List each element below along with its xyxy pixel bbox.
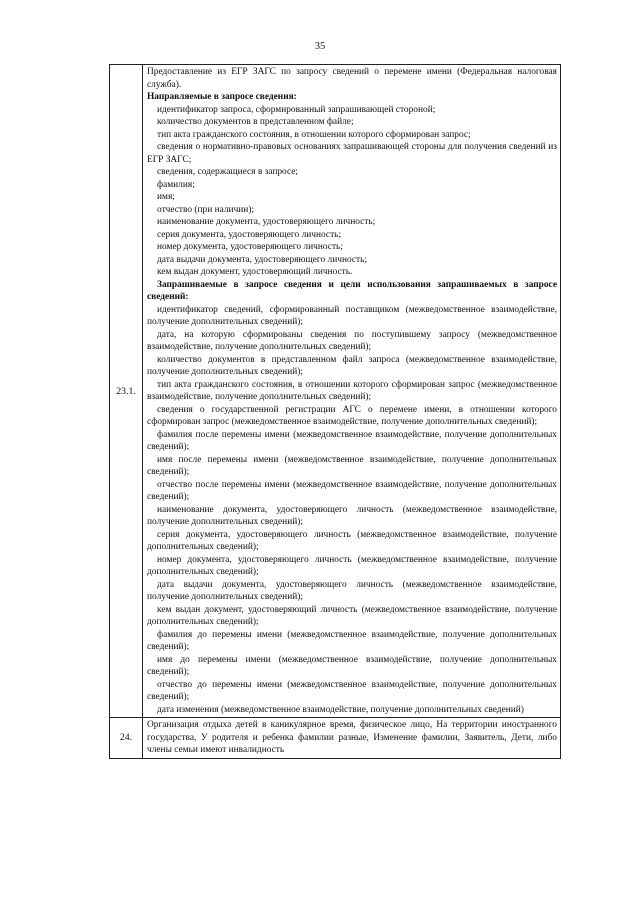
paragraph: кем выдан документ, удостоверяющий личность. (157, 267, 353, 277)
document-table (109, 64, 561, 759)
paragraph: номер документа, удостоверяющего личность; (157, 242, 343, 252)
paragraph: серия документа, удостоверяющего личность (межведомственное взаимодействие, получение дополнительных сведений); (147, 529, 557, 552)
paragraph: отчество до перемены имени (межведомственное взаимодействие, получение дополнительных сведений); (147, 679, 557, 702)
row-content (143, 65, 561, 717)
paragraph: Предоставление из ЕГР ЗАГС по запросу сведений о перемене имени (Федеральная налоговая служба). (147, 67, 557, 90)
paragraph: имя после перемены имени (межведомственное взаимодействие, получение дополнительных сведений); (147, 454, 557, 477)
paragraph: отчество (при наличии); (157, 204, 255, 215)
section-heading: Направляемые в запросе сведения: (147, 92, 297, 102)
paragraph: тип акта гражданского состояния, в отношении которого сформирован запрос (межведомственное взаимодействие, получение дополнительных сведений); (147, 379, 557, 402)
paragraph: дата выдачи документа, удостоверяющего личность; (157, 254, 368, 265)
paragraph: имя до перемены имени (межведомственное взаимодействие, получение дополнительных сведений); (147, 654, 557, 677)
page-number: 35 (314, 41, 326, 52)
paragraph: дата изменения (межведомственное взаимодействие, получение дополнительных сведений) (157, 704, 524, 715)
paragraph: количество документов в представленном файле; (157, 117, 354, 127)
paragraph: идентификатор запроса, сформированный запрашивающей стороной; (157, 104, 436, 115)
paragraph: фамилия до перемены имени (межведомственное взаимодействие, получение дополнительных сведений); (147, 629, 557, 652)
row-content (143, 718, 561, 758)
paragraph: сведения о государственной регистрации АГС о перемене имени, в отношении которого сформирован запрос (межведомственное взаимодействие, получение дополнительных сведений); (147, 404, 557, 427)
paragraph: имя; (157, 192, 175, 202)
row-number: 23.1. (109, 65, 143, 717)
paragraph: кем выдан документ, удостоверяющий личность (межведомственное взаимодействие, получение дополнительных сведений); (147, 604, 557, 627)
paragraph: тип акта гражданского состояния, в отношении которого сформирован запрос; (157, 129, 471, 140)
paragraph: сведения, содержащиеся в запросе; (157, 167, 298, 177)
table-row (109, 65, 561, 718)
table-row (109, 718, 561, 759)
paragraph: количество документов в представленном файл запроса (межведомственное взаимодействие, получение дополнительных сведений); (147, 354, 557, 377)
paragraph: сведения о нормативно-правовых основаниях запрашивающей стороны для получения сведений из ЕГР ЗАГС; (147, 142, 557, 165)
paragraph: серия документа, удостоверяющего личность; (157, 229, 342, 240)
row-number: 24. (109, 718, 143, 758)
paragraph: дата выдачи документа, удостоверяющего личность (межведомственное взаимодействие, получение дополнительных сведений); (147, 579, 557, 602)
paragraph: наименование документа, удостоверяющего личность (межведомственное взаимодействие, получение дополнительных сведений); (147, 504, 557, 527)
paragraph: дата, на которую сформированы сведения по поступившему запросу (межведомственное взаимодействие, получение дополнительных сведений); (147, 329, 557, 352)
paragraph: фамилия; (157, 179, 195, 190)
paragraph: Организация отдыха детей в каникулярное время, физическое лицо, На территории иностранного государства, У родителя и ребенка фамилии разные, Изменение фамилии, Заявитель, Дети, либо члены семьи имеют инвалидность (147, 720, 557, 755)
paragraph: идентификатор сведений, сформированный поставщиком (межведомственное взаимодействие, получение дополнительных сведений); (147, 304, 557, 327)
paragraph: отчество после перемены имени (межведомственное взаимодействие, получение дополнительных сведений); (147, 479, 557, 502)
paragraph: фамилия после перемены имени (межведомственное взаимодействие, получение дополнительных сведений); (147, 429, 557, 452)
paragraph: наименование документа, удостоверяющего личность; (157, 217, 376, 227)
section-heading: Запрашиваемые в запросе сведения и цели использования запрашиваемых в запросе сведений: (147, 279, 557, 302)
paragraph: номер документа, удостоверяющего личность (межведомственное взаимодействие, получение дополнительных сведений); (147, 554, 557, 577)
